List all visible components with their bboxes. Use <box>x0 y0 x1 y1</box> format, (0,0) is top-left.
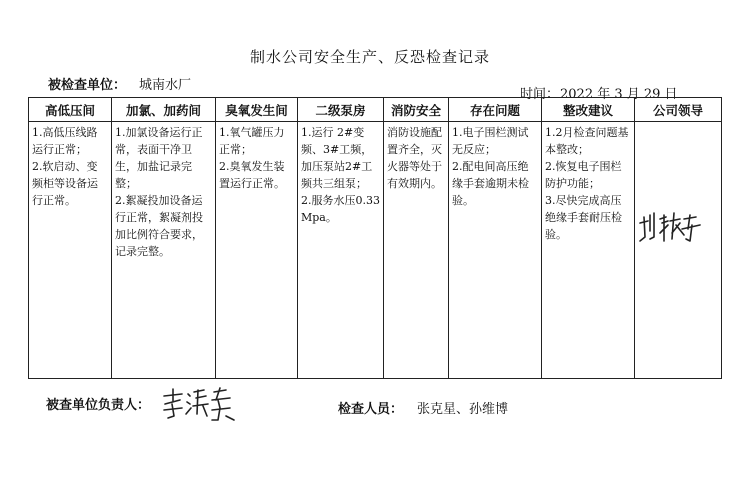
manager-signature <box>160 386 242 426</box>
cell-secondary-pump-room: 1.运行 2#变频、3#工频，加压泵站2#工频共三组泵； 2.服务水压0.33Mpa。 <box>298 122 384 379</box>
document-title: 制水公司安全生产、反恐检查记录 <box>249 48 490 66</box>
cell-high-low-voltage-room: 1.高低压线路运行正常； 2.软启动、变频柜等设备运行正常。 <box>29 122 112 379</box>
header-fire-safety: 消防安全 <box>384 98 449 122</box>
inspectors-value: 张克星、孙维博 <box>417 402 509 417</box>
header-existing-problems: 存在问题 <box>449 98 542 122</box>
inspected-unit-value: 城南水厂 <box>139 78 192 93</box>
date-value: 2022 年 3 月 29 日 <box>560 87 678 102</box>
table-header-row <box>29 98 722 122</box>
header-rectification-advice: 整改建议 <box>542 98 635 122</box>
table-row <box>29 122 722 379</box>
header-secondary-pump-room: 二级泵房 <box>298 98 384 122</box>
cell-fire-safety: 消防设施配置齐全，灭火器等处于有效期内。 <box>384 122 449 379</box>
date-label: 时间： <box>520 87 560 102</box>
inspectors-label: 检查人员： <box>338 402 404 417</box>
header-company-leader: 公司领导 <box>635 98 722 122</box>
header-ozone-room: 臭氧发生间 <box>216 98 298 122</box>
header-high-low-voltage-room: 高低压间 <box>29 98 112 122</box>
cell-company-leader <box>635 122 722 379</box>
cell-existing-problems: 1.电子围栏测试无反应； 2.配电间高压绝缘手套逾期未检验。 <box>449 122 542 379</box>
inspected-unit-label: 被检查单位： <box>48 78 127 93</box>
cell-chlorination-room: 1.加氯设备运行正常，表面干净卫生，加盐记录完整； 2.絮凝投加设备运行正常，絮凝剂投加比例符合要求，记录完整。 <box>112 122 216 379</box>
leader-signature <box>636 207 706 247</box>
header-chlorination-room: 加氯、加药间 <box>112 98 216 122</box>
inspection-table <box>28 97 722 379</box>
cell-ozone-room: 1.氧气罐压力正常； 2.臭氧发生装置运行正常。 <box>216 122 298 379</box>
responsible-person-label: 被查单位负责人： <box>46 398 151 413</box>
cell-rectification-advice: 1.2月检查问题基本整改； 2.恢复电子围栏防护功能； 3.尽快完成高压绝缘手套耐压检验。 <box>542 122 635 379</box>
